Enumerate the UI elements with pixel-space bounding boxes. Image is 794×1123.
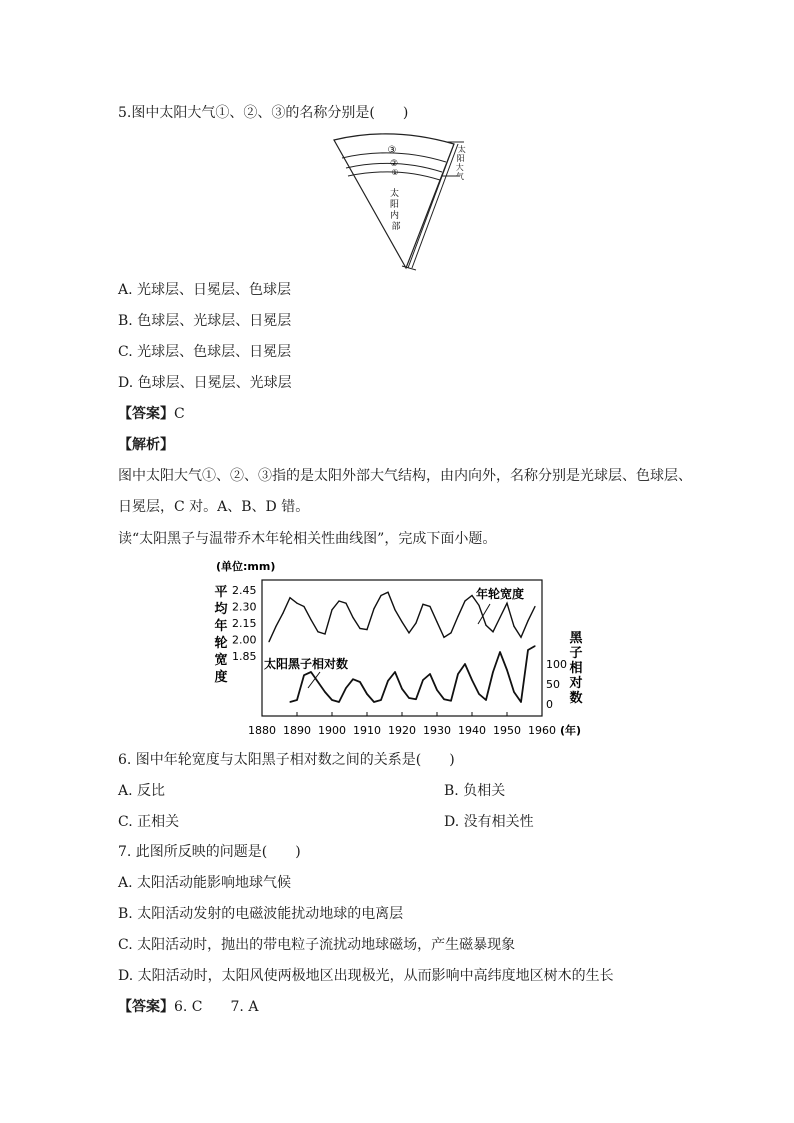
treering-point — [527, 620, 528, 621]
sunspot-point — [408, 697, 409, 698]
left-axis-label-char: 均 — [214, 602, 228, 617]
treering-point — [317, 631, 318, 632]
sunspot-point — [506, 669, 507, 670]
treering-point — [513, 626, 514, 627]
right-axis-label-char: 对 — [569, 676, 583, 691]
treering-point — [443, 637, 444, 638]
treering-point — [464, 600, 465, 601]
treering-point — [352, 617, 353, 618]
layer-1-label: ① — [391, 168, 399, 177]
treering-point — [485, 625, 486, 626]
treering-point — [506, 603, 507, 604]
q5-option-c: C. 光球层、色球层、日冕层 — [118, 344, 292, 360]
treering-point — [303, 606, 304, 607]
x-tick-label: 1890 — [283, 724, 311, 737]
treering-point — [520, 637, 521, 638]
q6-stem: 6. 图中年轮宽度与太阳黑子相对数之间的关系是( ) — [118, 752, 455, 768]
analysis-line-1: 图中太阳大气①、②、③指的是太阳外部大气结构，由内向外，名称分别是光球层、色球层、 — [118, 468, 692, 484]
q5-option-b: B. 色球层、光球层、日冕层 — [118, 313, 292, 329]
sunspot-point — [359, 681, 360, 682]
treering-point — [401, 621, 402, 622]
treering-point — [296, 603, 297, 604]
right-tick-label: 0 — [546, 698, 553, 711]
interior-char-4: 部 — [391, 222, 401, 232]
atmo-char-2: 阳 — [456, 154, 465, 163]
x-tick-label: 1880 — [248, 724, 276, 737]
left-axis-label-char: 平 — [214, 585, 228, 600]
right-tick-label: 100 — [546, 658, 567, 671]
sunspot-point — [499, 651, 500, 652]
sunspot-annotation: 太阳黑子相对数 — [264, 657, 349, 671]
sun-structure-figure — [330, 130, 470, 275]
sunspot-point — [387, 680, 388, 681]
treering-point — [324, 633, 325, 634]
answer-value: C — [174, 406, 185, 422]
sunspot-point — [436, 689, 437, 690]
sunspot-pointer — [308, 672, 320, 688]
sunspot-point — [527, 649, 528, 650]
series-line-sunspot — [290, 646, 535, 702]
x-tick-label: 1900 — [318, 724, 346, 737]
sunspot-point — [331, 699, 332, 700]
sunspot-point — [464, 663, 465, 664]
left-ticks — [232, 584, 257, 663]
left-tick-label: 2.15 — [232, 617, 257, 630]
sunspot-point — [422, 679, 423, 680]
sunspot-point — [520, 701, 521, 702]
q6-option-a: A. 反比 — [118, 783, 166, 799]
unit-label: (单位:mm) — [216, 560, 276, 573]
treering-point — [478, 605, 479, 606]
atmo-char-1: 太 — [457, 145, 466, 154]
sunspot-point — [534, 645, 535, 646]
q6-option-c: C. 正相关 — [118, 814, 180, 830]
q7-option-d: D. 太阳活动时，太阳风使两极地区出现极光，从而影响中高纬度地区树木的生长 — [118, 968, 614, 984]
sunspot-point — [352, 679, 353, 680]
sunspot-point — [450, 700, 451, 701]
right-tick-label: 50 — [546, 678, 560, 691]
x-tick-label: 1910 — [353, 724, 381, 737]
atmosphere-label — [456, 144, 469, 181]
final-answer — [118, 998, 258, 1016]
treering-point — [471, 595, 472, 596]
sunspot-point — [394, 671, 395, 672]
interior-char-3: 内 — [390, 211, 400, 221]
treering-point — [275, 626, 276, 627]
right-axis-label-char: 子 — [569, 646, 583, 661]
series-group — [268, 592, 535, 703]
left-axis-label — [214, 584, 228, 685]
x-tick-label: 1960 — [528, 724, 556, 737]
x-tick-label: 1950 — [493, 724, 521, 737]
q5-option-d: D. 色球层、日冕层、光球层 — [118, 375, 292, 391]
sunspot-point — [429, 673, 430, 674]
layer-3-label: ③ — [387, 145, 397, 156]
sunspot-point — [289, 701, 290, 702]
sunspot-point — [443, 699, 444, 700]
treering-point — [359, 628, 360, 629]
interior-char-1: 太 — [390, 189, 400, 199]
treering-point — [387, 592, 388, 593]
sunspot-point — [373, 701, 374, 702]
q5-stem: 5.图中太阳大气①、②、③的名称分别是( ) — [118, 105, 409, 121]
right-axis-label-char: 相 — [569, 661, 583, 676]
treering-point — [282, 613, 283, 614]
sunspot-point — [303, 675, 304, 676]
treering-annotation: 年轮宽度 — [476, 587, 525, 601]
sunspot-point — [478, 693, 479, 694]
treering-point — [331, 609, 332, 610]
sunspot-treering-chart — [208, 556, 592, 740]
sunspot-point — [471, 679, 472, 680]
sunspot-point — [345, 687, 346, 688]
x-tick-label: 1940 — [458, 724, 486, 737]
q7-stem: 7. 此图所反映的问题是( ) — [118, 844, 301, 860]
sunspot-point — [457, 673, 458, 674]
sunspot-point — [513, 691, 514, 692]
treering-point — [373, 608, 374, 609]
interior-label — [390, 187, 402, 232]
left-tick-label: 2.45 — [232, 584, 257, 597]
x-unit-label: (年) — [560, 724, 582, 737]
q5-option-a: A. 光球层、日冕层、色球层 — [118, 282, 292, 298]
q7-option-c: C. 太阳活动时，抛出的带电粒子流扰动地球磁场，产生磁暴现象 — [118, 937, 516, 953]
sunspot-point — [415, 699, 416, 700]
left-axis-label-char: 轮 — [214, 636, 228, 651]
treering-point — [415, 622, 416, 623]
right-ticks — [546, 658, 567, 711]
sunspot-point — [296, 699, 297, 700]
x-tick-label: 1930 — [423, 724, 451, 737]
treering-point — [450, 632, 451, 633]
sunspot-point — [366, 693, 367, 694]
q6-option-b: B. 负相关 — [444, 783, 506, 799]
left-axis-label-char: 度 — [214, 670, 228, 685]
final-answer-value: 6. C 7. A — [174, 999, 259, 1015]
treering-point — [338, 600, 339, 601]
left-tick-label: 1.85 — [232, 650, 257, 663]
sunspot-point — [492, 671, 493, 672]
sunspot-point — [485, 699, 486, 700]
intro-text: 读“太阳黑子与温带乔木年轮相关性曲线图”，完成下面小题。 — [118, 531, 497, 547]
layer-2-label: ② — [389, 159, 399, 169]
q7-option-a: A. 太阳活动能影响地球气候 — [118, 875, 292, 891]
right-axis-label — [568, 631, 583, 706]
q7-option-b: B. 太阳活动发射的电磁波能扰动地球的电离层 — [118, 906, 404, 922]
treering-point — [422, 604, 423, 605]
sunspot-point — [324, 691, 325, 692]
interior-char-2: 阳 — [390, 200, 400, 210]
treering-point — [457, 616, 458, 617]
analysis-tag: 【解析】 — [118, 437, 174, 453]
left-axis-label-char: 年 — [214, 619, 228, 634]
left-tick-label: 2.30 — [232, 600, 257, 614]
treering-point — [534, 606, 535, 607]
treering-point — [492, 631, 493, 632]
q5-answer — [118, 405, 185, 423]
treering-point — [289, 597, 290, 598]
atmo-char-3: 大 — [455, 163, 464, 172]
right-axis-label-char: 数 — [569, 691, 583, 706]
final-answer-tag: 【答案】 — [118, 999, 174, 1015]
sunspot-point — [401, 688, 402, 689]
sunspot-point — [310, 671, 311, 672]
treering-point — [345, 603, 346, 604]
treering-point — [310, 619, 311, 620]
right-axis-label-char: 黑 — [569, 631, 583, 646]
q6-option-d: D. 没有相关性 — [444, 814, 534, 830]
answer-tag: 【答案】 — [118, 406, 174, 422]
left-axis-label-char: 宽 — [214, 653, 228, 668]
treering-point — [394, 609, 395, 610]
sunspot-point — [338, 701, 339, 702]
analysis-line-2: 日冕层，C 对。A、B、D 错。 — [118, 499, 310, 515]
treering-point — [380, 595, 381, 596]
treering-point — [429, 606, 430, 607]
treering-point — [499, 617, 500, 618]
treering-point — [268, 641, 269, 642]
atmo-char-4: 气 — [456, 172, 464, 181]
x-tick-label: 1920 — [388, 724, 416, 737]
sunspot-point — [317, 681, 318, 682]
treering-point — [436, 621, 437, 622]
treering-point — [366, 629, 367, 630]
treering-point — [408, 632, 409, 633]
left-tick-label: 2.00 — [232, 633, 257, 647]
sunspot-point — [380, 699, 381, 700]
